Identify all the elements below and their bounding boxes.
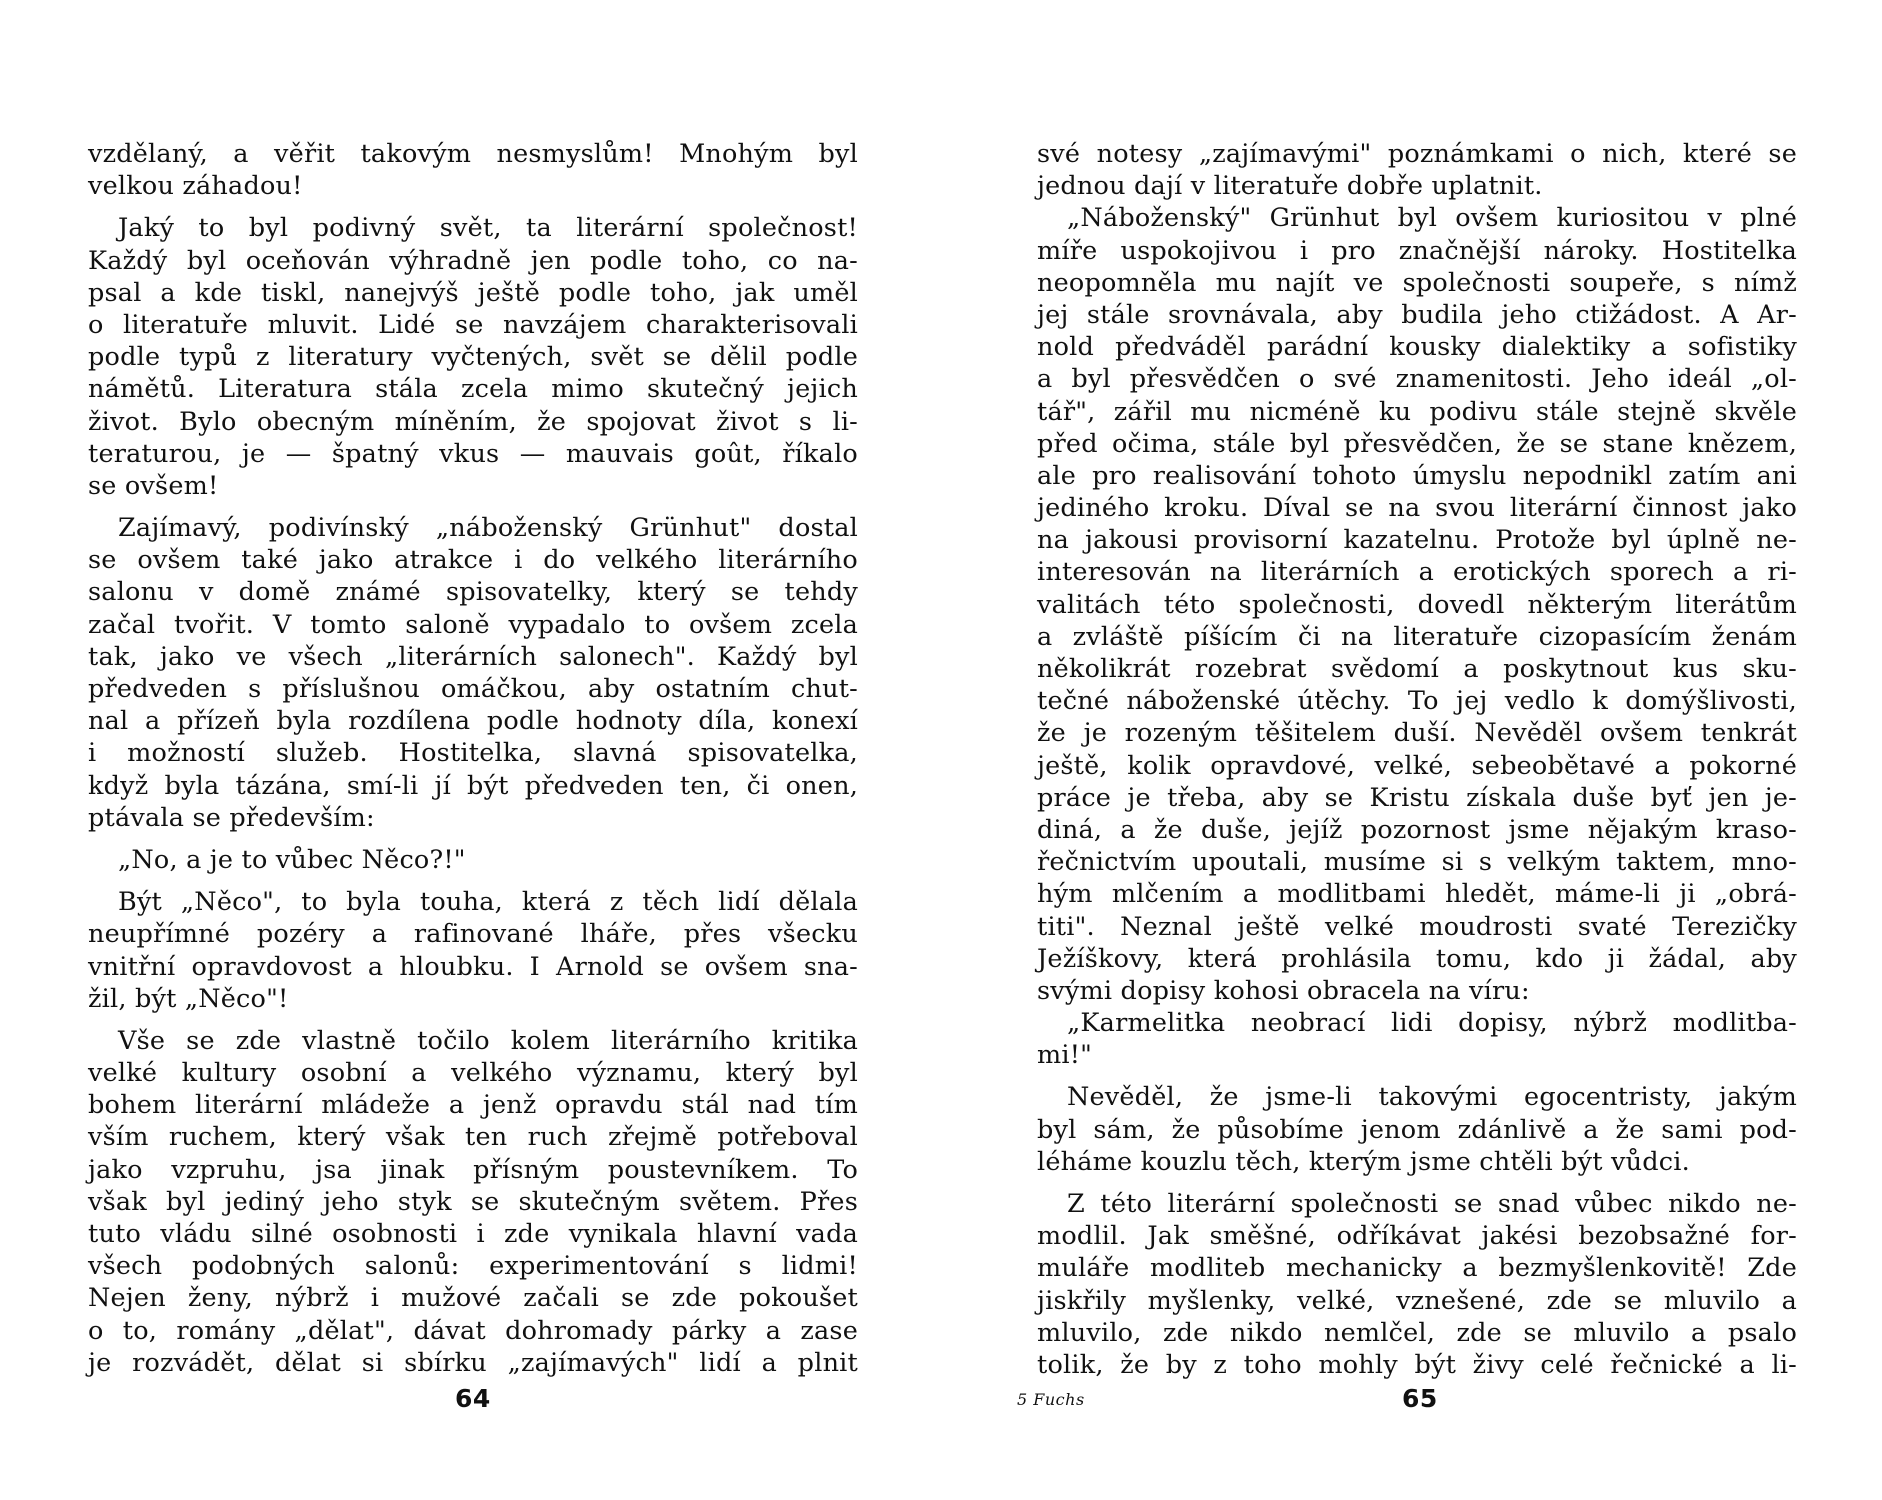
text-line: Každý byl oceňován výhradně jen podle toho, co na- (88, 245, 858, 276)
text-line: neopomněla mu najít ve společnosti soupeře, s nímž (1037, 267, 1797, 298)
text-line: ještě, kolik opravdové, velké, sebeobětavé a pokorné (1037, 750, 1797, 781)
text-line: několikrát rozebrat svědomí a poskytnout kus sku- (1037, 654, 1797, 684)
text-line: podle typů z literatury vyčtených, svět se dělil podle (88, 342, 858, 373)
right-page (941, 0, 1882, 1500)
text-line: mluvilo, zde nikdo nemlčel, zde se mluvilo a psalo (1037, 1317, 1797, 1348)
left-page-text (88, 138, 858, 1379)
text-line: Ježíškovy, která prohlásila tomu, kdo ji žádal, aby (1037, 943, 1797, 974)
text-line: námětů. Literatura stála zcela mimo skutečný jejich (88, 374, 858, 405)
text-line: neupřímné pozéry a rafinované lháře, přes všecku (88, 919, 858, 950)
right-page-text (1037, 138, 1797, 1381)
text-line: muláře modliteb mechanicky a bezmyšlenkovitě! Zde (1037, 1253, 1797, 1284)
paragraph-gap (1037, 1071, 1797, 1081)
text-line: před očima, stále byl přesvědčen, že se stane knězem, (1037, 428, 1797, 459)
text-line: valitách této společnosti, dovedl některým literátům (1037, 589, 1797, 620)
text-line: jiskřily myšlenky, velké, vznešené, zde se mluvilo a (1037, 1285, 1797, 1316)
text-line: hým mlčením a modlitbami hledět, máme-li ji „obrá- (1037, 879, 1797, 910)
text-line: velkou záhadou! (88, 171, 303, 202)
text-line: ptávala se především: (88, 802, 375, 833)
text-line: Nevěděl, že jsme-li takovými egocentristy, jakým (1067, 1082, 1797, 1113)
text-line: že je rozeným těšitelem duší. Nevěděl ovšem tenkrát (1037, 718, 1797, 749)
text-line: jako vzpruhu, jsa jinak přísným poustevníkem. To (88, 1154, 858, 1185)
text-line: a zvláště píšícím či na literatuře cizopasícím ženám (1037, 621, 1797, 652)
text-line: Vše se zde vlastně točilo kolem literárního kritika (118, 1025, 858, 1056)
text-line: všech podobných salonů: experimentování s lidmi! (88, 1251, 858, 1282)
text-line: psal a kde tiskl, nanejvýš ještě podle toho, jak uměl (88, 277, 858, 308)
printer-signature-mark: 5 Fuchs (1017, 1390, 1085, 1409)
text-line: když byla tázána, smí-li jí být předveden ten, či onen, (88, 770, 858, 801)
text-line: modlil. Jak směšné, odříkávat jakési bezobsažné for- (1037, 1221, 1797, 1252)
text-line: svými dopisy kohosi obracela na víru: (1037, 975, 1530, 1006)
text-line: „Náboženský" Grünhut byl ovšem kuriositou v plné (1067, 203, 1797, 234)
text-line: byl sám, že působíme jenom zdánlivě a že sami pod- (1037, 1114, 1797, 1145)
text-line: jediného kroku. Díval se na svou literární činnost jako (1037, 493, 1797, 524)
text-line: své notesy „zajímavými" poznámkami o nich, které se (1037, 139, 1797, 169)
text-line: tolik, že by z toho mohly být živy celé řečnické a li- (1037, 1349, 1797, 1380)
text-line: a byl přesvědčen o své znamenitosti. Jeho ideál „ol- (1037, 364, 1797, 395)
text-line: však byl jediný jeho styk se skutečným světem. Přes (88, 1186, 858, 1217)
page-number-right: 65 (1402, 1384, 1438, 1413)
paragraph-gap (88, 202, 858, 212)
text-line: tář", zářil mu nicméně ku podivu stále stejně skvěle (1037, 396, 1797, 427)
text-line: tuto vládu silné osobnosti i zde vynikala hlavní vada (88, 1219, 858, 1249)
text-line: žil, být „Něco"! (88, 983, 289, 1014)
page-number-left: 64 (455, 1384, 491, 1413)
text-line: vzdělaný, a věřit takovým nesmyslům! Mnohým byl (88, 139, 858, 169)
text-line: řečnictvím upoutali, musíme si s velkým taktem, mno- (1037, 847, 1797, 878)
text-line: nal a přízeň byla rozdílena podle hodnoty díla, konexí (88, 706, 858, 737)
text-line: i možností služeb. Hostitelka, slavná spisovatelka, (88, 738, 858, 769)
text-line: vnitřní opravdovost a hloubku. I Arnold se ovšem sna- (88, 951, 858, 982)
text-line: na jakousi provisorní kazatelnu. Protože byl úplně ne- (1037, 525, 1797, 556)
paragraph-gap (1037, 1178, 1797, 1188)
text-line: tak, jako ve všech „literárních salonech". Každý byl (88, 641, 858, 672)
text-line: interesován na literárních a erotických sporech a ri- (1037, 557, 1797, 588)
text-line: léháme kouzlu těch, kterým jsme chtěli být vůdci. (1037, 1146, 1690, 1177)
text-line: mi!" (1037, 1040, 1093, 1071)
text-line: Zajímavý, podivínský „náboženský Grünhut" dostal (118, 513, 858, 544)
text-line: „Karmelitka neobrací lidi dopisy, nýbrž modlitba- (1067, 1008, 1797, 1039)
text-line: bohem literární mládeže a jenž opravdu stál nad tím (88, 1090, 858, 1121)
text-line: teraturou, je — špatný vkus — mauvais goût, říkalo (88, 438, 858, 469)
text-line: titi". Neznal ještě velké moudrosti svaté Terezičky (1037, 911, 1797, 942)
text-line: diná, a že duše, jejíž pozornost jsme nějakým kraso- (1037, 814, 1797, 845)
text-line: jednou dají v literatuře dobře uplatnit. (1037, 171, 1543, 202)
text-line: o literatuře mluvit. Lidé se navzájem charakterisovali (88, 309, 858, 340)
text-line: Jaký to byl podivný svět, ta literární společnost! (118, 213, 858, 244)
text-line: o to, romány „dělat", dávat dohromady párky a zase (88, 1315, 858, 1346)
text-line: Nejen ženy, nýbrž i mužové začali se zde pokoušet (88, 1283, 858, 1314)
paragraph-gap (88, 834, 858, 844)
text-line: velké kultury osobní a velkého významu, který byl (88, 1058, 858, 1089)
text-line: se ovšem! (88, 470, 219, 501)
text-line: Z této literární společnosti se snad vůbec nikdo ne- (1067, 1189, 1797, 1219)
text-line: život. Bylo obecným míněním, že spojovat život s li- (88, 406, 858, 437)
paragraph-gap (88, 502, 858, 512)
text-line: se ovšem také jako atrakce i do velkého literárního (88, 545, 858, 576)
text-line: tečné náboženské útěchy. To jej vedlo k domýšlivosti, (1037, 686, 1797, 717)
text-line: „No, a je to vůbec Něco?!" (118, 844, 466, 875)
text-line: vším ruchem, který však ten ruch zřejmě potřeboval (88, 1122, 858, 1153)
paragraph-gap (88, 876, 858, 886)
text-line: salonu v domě známé spisovatelky, který se tehdy (88, 577, 858, 608)
text-line: začal tvořit. V tomto saloně vypadalo to ovšem zcela (88, 609, 858, 640)
text-line: Být „Něco", to byla touha, která z těch lidí dělala (118, 887, 858, 918)
text-line: jej stále srovnávala, aby budila jeho ctižádost. A Ar- (1037, 299, 1797, 330)
text-line: ale pro realisování tohoto úmyslu nepodnikl zatím ani (1037, 460, 1797, 491)
text-line: předveden s příslušnou omáčkou, aby ostatním chut- (88, 674, 858, 704)
text-line: míře uspokojivou i pro značnější nároky. Hostitelka (1037, 235, 1797, 266)
paragraph-gap (88, 1015, 858, 1025)
text-line: práce je třeba, aby se Kristu získala duše byť jen je- (1037, 782, 1797, 813)
text-line: nold předváděl parádní kousky dialektiky a sofistiky (1037, 332, 1797, 363)
text-line: je rozvádět, dělat si sbírku „zajímavých" lidí a plnit (88, 1347, 858, 1378)
